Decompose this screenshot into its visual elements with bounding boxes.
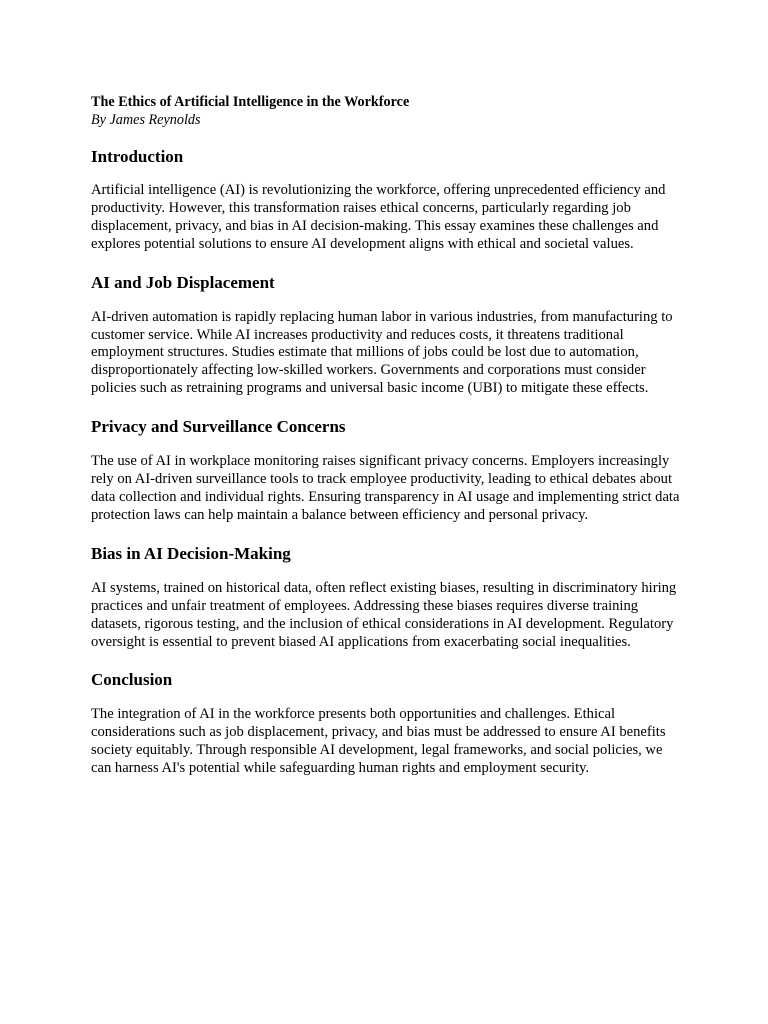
section-paragraph-job-displacement: AI-driven automation is rapidly replacing human labor in various industries, from manufacturing to customer service. While AI increases productivity and reduces costs, it threatens traditional employment structures. Studies estimate that millions of jobs could be lost due to automation, disproportionately affecting low-skilled workers. Governments and corporations must consider policies such as retraining programs and universal basic income (UBI) to mitigate these effects. <box>91 308 673 397</box>
section-paragraph-privacy: The use of AI in workplace monitoring raises significant privacy concerns. Employers increasingly rely on AI-driven surveillance tools to track employee productivity, leading to ethical debates about data collection and individual rights. Ensuring transparency in AI usage and implementing strict data protection laws can help maintain a balance between efficiency and personal privacy. <box>91 453 680 523</box>
document-byline: By James Reynolds <box>91 112 201 128</box>
section-heading-job-displacement: AI and Job Displacement <box>91 272 275 292</box>
section-heading-privacy: Privacy and Surveillance Concerns <box>91 417 346 437</box>
document-page <box>91 93 681 778</box>
section-paragraph-bias: AI systems, trained on historical data, often reflect existing biases, resulting in discriminatory hiring practices and unfair treatment of employees. Addressing these biases requires diverse training datasets, rigorous testing, and the inclusion of ethical considerations in AI development. Regulatory oversight is essential to prevent biased AI applications from exacerbating social inequalities. <box>91 579 677 650</box>
section-paragraph-conclusion: The integration of AI in the workforce presents both opportunities and challenges. Ethical considerations such as job displacement, privacy, and bias must be addressed to ensure AI benefits society equitably. Through responsible AI development, legal frameworks, and social policies, we can harness AI's potential while safeguarding human rights and employment security. <box>91 706 666 777</box>
section-heading-introduction: Introduction <box>91 147 184 166</box>
section-heading-conclusion: Conclusion <box>91 670 173 690</box>
document-title: The Ethics of Artificial Intelligence in the Workforce <box>91 94 410 110</box>
section-heading-bias: Bias in AI Decision-Making <box>91 543 291 563</box>
section-paragraph-introduction: Artificial intelligence (AI) is revolutionizing the workforce, offering unprecedented efficiency and productivity. However, this transformation raises ethical concerns, particularly regarding job displacement, privacy, and bias in AI decision-making. This essay examines these challenges and explores potential solutions to ensure AI development aligns with ethical and societal values. <box>91 182 666 252</box>
